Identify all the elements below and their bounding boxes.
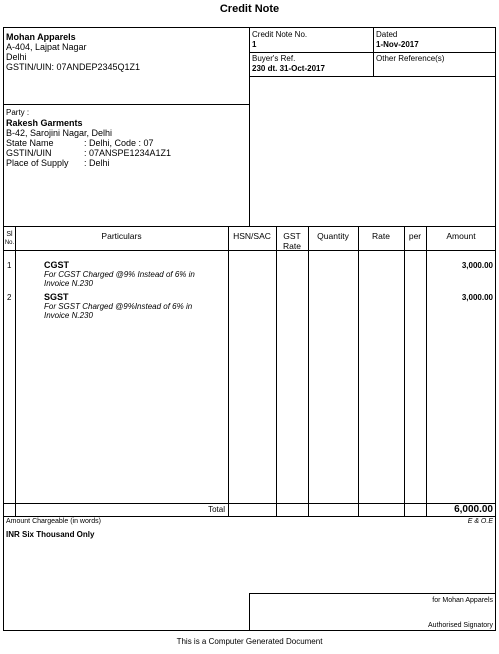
header-gst-line1: GST	[283, 231, 301, 241]
row-2-desc-line1: For SGST Charged @9%Instead of 6% in	[44, 302, 193, 311]
seller-gstin: GSTIN/UIN: 07ANDEP2345Q1Z1	[6, 62, 141, 72]
table-top-border	[4, 226, 496, 227]
col-divider-gst	[308, 226, 309, 516]
dated-value: 1-Nov-2017	[376, 40, 419, 49]
header-rate: Rate	[372, 231, 390, 241]
row-1-particulars	[44, 260, 195, 288]
party-gstin-value: : 07ANSPE1234A1Z1	[84, 148, 172, 158]
col-divider-rate	[404, 226, 405, 516]
party-state-row	[6, 138, 171, 148]
signature-authorised: Authorised Signatory	[428, 622, 493, 629]
row-2-sl: 2	[7, 293, 12, 302]
footer-note: This is a Computer Generated Document	[176, 637, 323, 646]
party-pos-value: : Delhi	[84, 158, 110, 168]
table-header-bottom	[4, 250, 496, 251]
party-label: Party :	[6, 108, 30, 117]
party-name: Rakesh Garments	[6, 118, 83, 128]
signature-for-company: for Mohan Apparels	[432, 597, 493, 604]
party-block	[6, 118, 171, 168]
amount-words-label: Amount Chargeable (in words)	[6, 518, 101, 525]
header-amount: Amount	[446, 231, 476, 241]
header-particulars: Particulars	[101, 231, 142, 241]
document-title: Credit Note	[219, 3, 280, 15]
other-reference-label: Other Reference(s)	[376, 54, 445, 63]
seller-block	[6, 32, 140, 72]
eoe-label: E & O.E	[467, 518, 493, 525]
row-2-amount: 3,000.00	[461, 293, 493, 302]
total-label: Total	[208, 505, 225, 514]
col-divider-quantity	[358, 226, 359, 516]
header-sl-line1: Sl	[6, 231, 13, 238]
signature-box-top	[249, 593, 496, 594]
credit-note-frame	[3, 27, 496, 631]
party-state-value: : Delhi, Code : 07	[84, 138, 154, 148]
party-gstin-label: GSTIN/UIN	[6, 148, 52, 158]
dated-label: Dated	[376, 30, 398, 39]
seller-party-divider	[4, 104, 249, 105]
header-gst-rate	[276, 231, 308, 251]
header-divider	[249, 28, 250, 226]
seller-name: Mohan Apparels	[6, 32, 76, 42]
seller-address-line-2: Delhi	[6, 52, 27, 62]
row-1-desc-line1: For CGST Charged @9% Instead of 6% in	[44, 270, 195, 279]
header-gst-line2: Rate	[283, 241, 301, 251]
row-1-desc-line2: Invoice N.230	[44, 279, 93, 288]
row-2-desc-line2: Invoice N.230	[44, 311, 93, 320]
header-hsn: HSN/SAC	[233, 231, 271, 241]
credit-note-no-label: Credit Note No.	[252, 30, 308, 39]
header-per: per	[408, 231, 422, 241]
header-sl	[4, 230, 15, 248]
total-amount: 6,000.00	[454, 504, 493, 515]
party-address: B-42, Sarojini Nagar, Delhi	[6, 128, 113, 138]
seller-address-line-1: A-404, Lajpat Nagar	[6, 42, 87, 52]
header-sl-line2: No.	[4, 240, 15, 246]
party-pos-label: Place of Supply	[6, 158, 69, 168]
party-state-label: State Name	[6, 138, 54, 148]
row-1-name: CGST	[44, 260, 70, 270]
amount-words-value: INR Six Thousand Only	[6, 530, 95, 539]
col-divider-particulars	[228, 226, 229, 516]
buyers-ref-label: Buyer's Ref.	[252, 54, 296, 63]
table-total-bottom	[4, 516, 496, 517]
meta-row-divider-1	[249, 52, 496, 53]
credit-note-no: 1	[252, 40, 257, 49]
row-1-sl: 1	[7, 261, 12, 270]
party-gstin-row	[6, 148, 171, 158]
row-1-amount: 3,000.00	[461, 261, 493, 270]
buyers-ref-value: 230 dt. 31-Oct-2017	[252, 64, 325, 73]
header-quantity: Quantity	[317, 231, 349, 241]
table-total-top	[4, 503, 496, 504]
col-divider-hsn	[276, 226, 277, 516]
signature-box-left	[249, 593, 250, 631]
col-divider-sl	[15, 226, 16, 516]
meta-row-divider-2	[249, 76, 496, 77]
row-2-particulars	[44, 292, 192, 320]
row-2-name: SGST	[44, 292, 69, 302]
party-pos-row	[6, 158, 171, 168]
